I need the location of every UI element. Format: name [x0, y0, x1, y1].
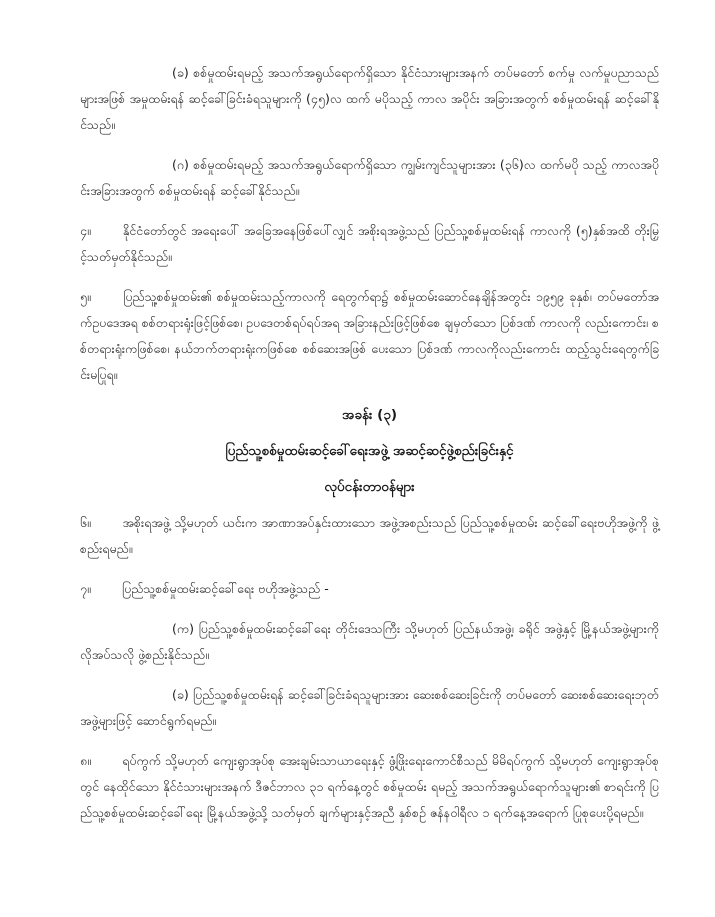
chapter-title-line2: လုပ်ငန်းတာဝန်များ: [324, 479, 415, 495]
chapter-title-line1: ပြည်သူ့စစ်မှုထမ်းဆင့်ခေါ်ရေးအဖွဲ့ အဆင့်ဆင့်ဖွဲ့စည်းခြင်းနှင့်: [225, 443, 514, 459]
paragraph-text: ရပ်ကွက် သို့မဟုတ် ကျေးရွာအုပ်စု အေးချမ်းသာယာရေးနှင့် ဖွံ့ဖြိုးရေးကောင်စီသည် မိမိရပ်ကွက် သို့မဟုတ် ကျေးရွာအုပ်စုတွင် နေထိုင်သော နိုင်ငံသားများအနက် ဒီဇင်ဘာလ ၃၁ ရက်နေ့တွင် စစ်မှုထမ်း ရမည့် အသက်အရွယ်ရောက်သူများ၏ စာရင်းကို ပြည်သူ့စစ်မှုထမ်းဆင့်ခေါ်ရေး မြို့နယ်အဖွဲ့သို့ သတ်မှတ် ချက်များနှင့်အညီ နှစ်စဉ် ဇန်နဝါရီလ ၁ ရက်နေ့အရောက် ပြုစုပေးပို့ရမည်။: [80, 753, 660, 820]
paragraph-1c: [80, 152, 659, 204]
paragraph-text: အစိုးရအဖွဲ့ သို့မဟုတ် ယင်းက အာဏာအပ်နှင်းထားသော အဖွဲ့အစည်းသည် ပြည်သူ့စစ်မှုထမ်း ဆင့်ခေါ်ရေးဗဟိုအဖွဲ့ကို ဖွဲ့စည်းရမည်။: [80, 515, 659, 556]
paragraph-text: ပြည်သူ့စစ်မှုထမ်းဆင့်ခေါ်ရေး တိုင်းဒေသကြီး သို့မဟုတ် ပြည်နယ်အဖွဲ့၊ ခရိုင် အဖွဲ့နှင့် မြို့နယ်အဖွဲ့များကို လိုအပ်သလို ဖွဲ့စည်းနိုင်သည်။: [80, 621, 659, 662]
paragraph-text: ပြည်သူ့စစ်မှုထမ်းရန် ဆင့်ခေါ်ခြင်းခံရသူများအား ဆေးစစ်ဆေးခြင်းကို တပ်မတော် ဆေးစစ်ဆေးရေးဘုတ်အဖွဲ့များဖြင့် ဆောင်ရွက်ရမည်။: [80, 687, 659, 728]
paragraph-7: [80, 576, 659, 602]
paragraph-marker: (ခ): [172, 65, 189, 80]
paragraph-text: စစ်မှုထမ်းရမည့် အသက်အရွယ်ရောက်ရှိသော ကျွမ်းကျင်သူများအား (၃၆)လ ထက်မပို သည့် ကာလအပိုင်းအခြားအတွက် စစ်မှုထမ်းရန် ဆင့်ခေါ်နိုင်သည်။: [80, 157, 659, 198]
paragraph-4: [80, 218, 659, 270]
paragraph-text: နိုင်ငံတော်တွင် အရေးပေါ် အခြေအနေဖြစ်ပေါ်လျှင် အစိုးရအဖွဲ့သည် ပြည်သူ့စစ်မှုထမ်းရန် ကာလကို (၅)နှစ်အထိ တိုးမြှင့်သတ်မှတ်နိုင်သည်။: [80, 223, 659, 264]
paragraph-7b: [80, 682, 659, 734]
paragraph-text: ပြည်သူ့စစ်မှုထမ်းဆင့်ခေါ်ရေး ဗဟိုအဖွဲ့သည် -: [121, 581, 329, 596]
paragraph-1b: [80, 60, 659, 138]
paragraph-text: စစ်မှုထမ်းရမည့် အသက်အရွယ်ရောက်ရှိသော နိုင်ငံသားများအနက် တပ်မတော် စက်မှု လက်မှုပညာသည်များအဖြစ် အမှုထမ်းရန် ဆင့်ခေါ်ခြင်းခံရသူများကို (၄၅)လ ထက် မပိုသည့် ကာလ အပိုင်း အခြားအတွက် စစ်မှုထမ်းရန် ဆင့်ခေါ်နိုင်သည်။: [80, 65, 659, 132]
paragraph-marker: (က): [172, 621, 194, 636]
paragraph-marker: ၄။: [80, 223, 91, 238]
paragraph-marker: ၆။: [80, 515, 91, 530]
paragraph-7a: [80, 616, 659, 668]
chapter-number: အခန်း (၃): [341, 407, 398, 423]
paragraph-6: [80, 510, 659, 562]
paragraph-5: [80, 284, 659, 388]
paragraph-marker: (ခ): [172, 687, 189, 702]
paragraph-marker: ၇။: [80, 581, 91, 596]
paragraph-marker: ၈။: [80, 753, 91, 768]
paragraph-8: [80, 748, 659, 826]
paragraph-text: ပြည်သူ့စစ်မှုထမ်း၏ စစ်မှုထမ်းသည့်ကာလကို ရေတွက်ရာ၌ စစ်မှုထမ်းဆောင်နေချိန်အတွင်း ၁၉၅၉ ခုနှစ်၊ တပ်မတော်အက်ဥပဒေအရ စစ်တရားရုံးဖြင့်ဖြစ်စေ၊ ဥပဒေတစ်ရပ်ရပ်အရ အခြားနည်းဖြင့်ဖြစ်စေ ချမှတ်သော ပြစ်ဒဏ် ကာလကို လည်းကောင်း၊ စစ်တရားရုံးကဖြစ်စေ၊ နယ်ဘက်တရားရုံးကဖြစ်စေ စစ်ဆေးအဖြစ် ပေးသော ပြစ်ဒဏ် ကာလကိုလည်းကောင်း ထည့်သွင်းရေတွက်ခြင်းမပြုရ။: [80, 289, 659, 382]
paragraph-marker: (ဂ): [172, 157, 189, 172]
paragraph-marker: ၅။: [80, 289, 91, 304]
